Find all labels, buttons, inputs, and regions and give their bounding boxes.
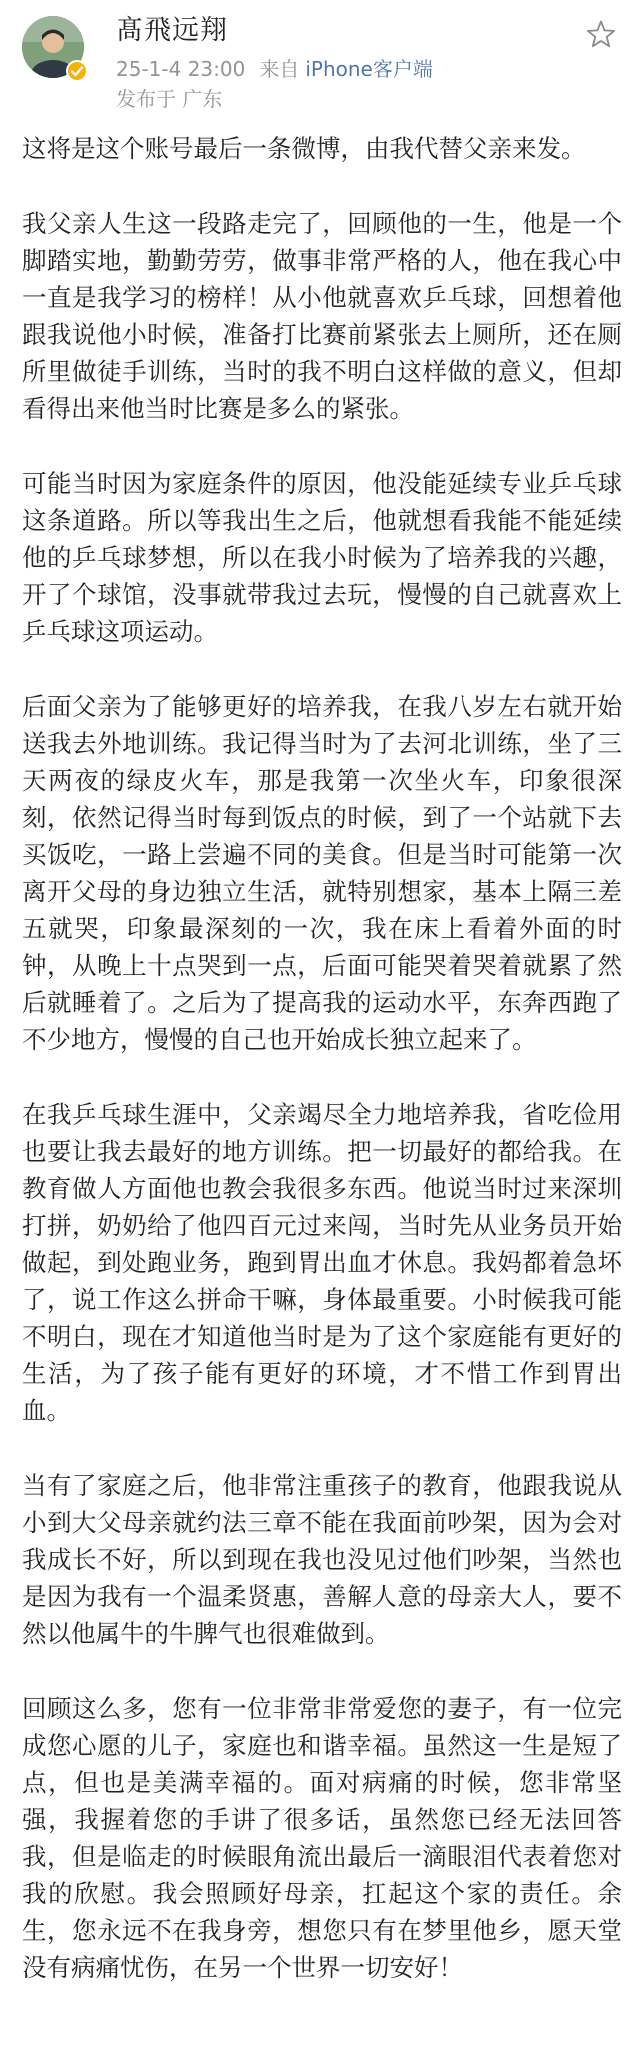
post-paragraph: 我父亲人生这一段路走完了，回顾他的一生，他是一个脚踏实地，勤勤劳劳，做事非常严格的人，他在我心中一直是我学习的榜样！从小他就喜欢乒乓球，回想着他跟我说他小时候，准备打比赛前紧张去上厕所，还在厕所里做徒手训练，当时的我不明白这样做的意义，但却看得出来他当时比赛是多么的紧张。 bbox=[22, 209, 622, 423]
star-outline-icon bbox=[584, 18, 618, 52]
post-paragraph: 这将是这个账号最后一条微博，由我代替父亲来发。 bbox=[22, 134, 586, 163]
post-paragraph: 在我乒乓球生涯中，父亲竭尽全力地培养我，省吃俭用也要让我去最好的地方训练。把一切最好的都给我。在教育做人方面他也教会我很多东西。他说当时过来深圳打拼，奶奶给了他四百元过来闯，当时先从业务员开始做起，到处跑业务，跑到胃出血才休息。我妈都着急坏了，说工作这么拼命干嘛，身体最重要。小时候我可能不明白，现在才知道他当时是为了这个家庭能有更好的生活，为了孩子能有更好的环境，才不惜工作到胃出血。 bbox=[22, 1100, 622, 1425]
post-paragraph: 当有了家庭之后，他非常注重孩子的教育，他跟我说从小到大父母亲就约法三章不能在我面前吵架，因为会对我成长不好，所以到现在我也没见过他们吵架，当然也是因为我有一个温柔贤惠，善解人意的母亲大人，要不然以他属牛的牛脾气也很难做到。 bbox=[22, 1471, 622, 1648]
post-body bbox=[22, 130, 622, 1986]
source-prefix: 来自 bbox=[259, 57, 300, 81]
author-name[interactable]: 髙飛远翔 bbox=[116, 15, 228, 46]
source-link[interactable]: iPhone客户端 bbox=[305, 57, 433, 81]
post-location: 发布于 广东 bbox=[116, 87, 223, 111]
favorite-button[interactable] bbox=[584, 18, 618, 52]
post-timestamp: 25-1-4 23:00 bbox=[116, 57, 246, 81]
post-paragraph: 回顾这么多，您有一位非常非常爱您的妻子，有一位完成您心愿的儿子，家庭也和谐幸福。虽然这一生是短了点，但也是美满幸福的。面对病痛的时候，您非常坚强，我握着您的手讲了很多话，虽然您已经无法回答我，但是临走的时候眼角流出最后一滴眼泪代表着您对我的欣慰。我会照顾好母亲，扛起这个家的责任。余生，您永远不在我身旁，想您只有在梦里他乡，愿天堂没有病痛忧伤，在另一个世界一切安好！ bbox=[22, 1694, 622, 1982]
verified-badge-icon bbox=[66, 60, 88, 82]
post-meta bbox=[116, 56, 433, 82]
post-paragraph: 后面父亲为了能够更好的培养我，在我八岁左右就开始送我去外地训练。我记得当时为了去河北训练，坐了三天两夜的绿皮火车，那是我第一次坐火车，印象很深刻，依然记得当时每到饭点的时候，到了一个站就下去买饭吃，一路上尝遍不同的美食。但是当时可能第一次离开父母的身边独立生活，就特别想家，基本上隔三差五就哭，印象最深刻的一次，我在床上看着外面的时钟，从晚上十点哭到一点，后面可能哭着哭着就累了然后就睡着了。之后为了提高我的运动水平，东奔西跑了不少地方，慢慢的自己也开始成长独立起来了。 bbox=[22, 692, 622, 1054]
post-header bbox=[0, 0, 640, 118]
post-paragraph: 可能当时因为家庭条件的原因，他没能延续专业乒乓球这条道路。所以等我出生之后，他就想看我能不能延续他的乒乓球梦想，所以在我小时候为了培养我的兴趣，开了个球馆，没事就带我过去玩，慢慢的自己就喜欢上乒乓球这项运动。 bbox=[22, 469, 622, 646]
